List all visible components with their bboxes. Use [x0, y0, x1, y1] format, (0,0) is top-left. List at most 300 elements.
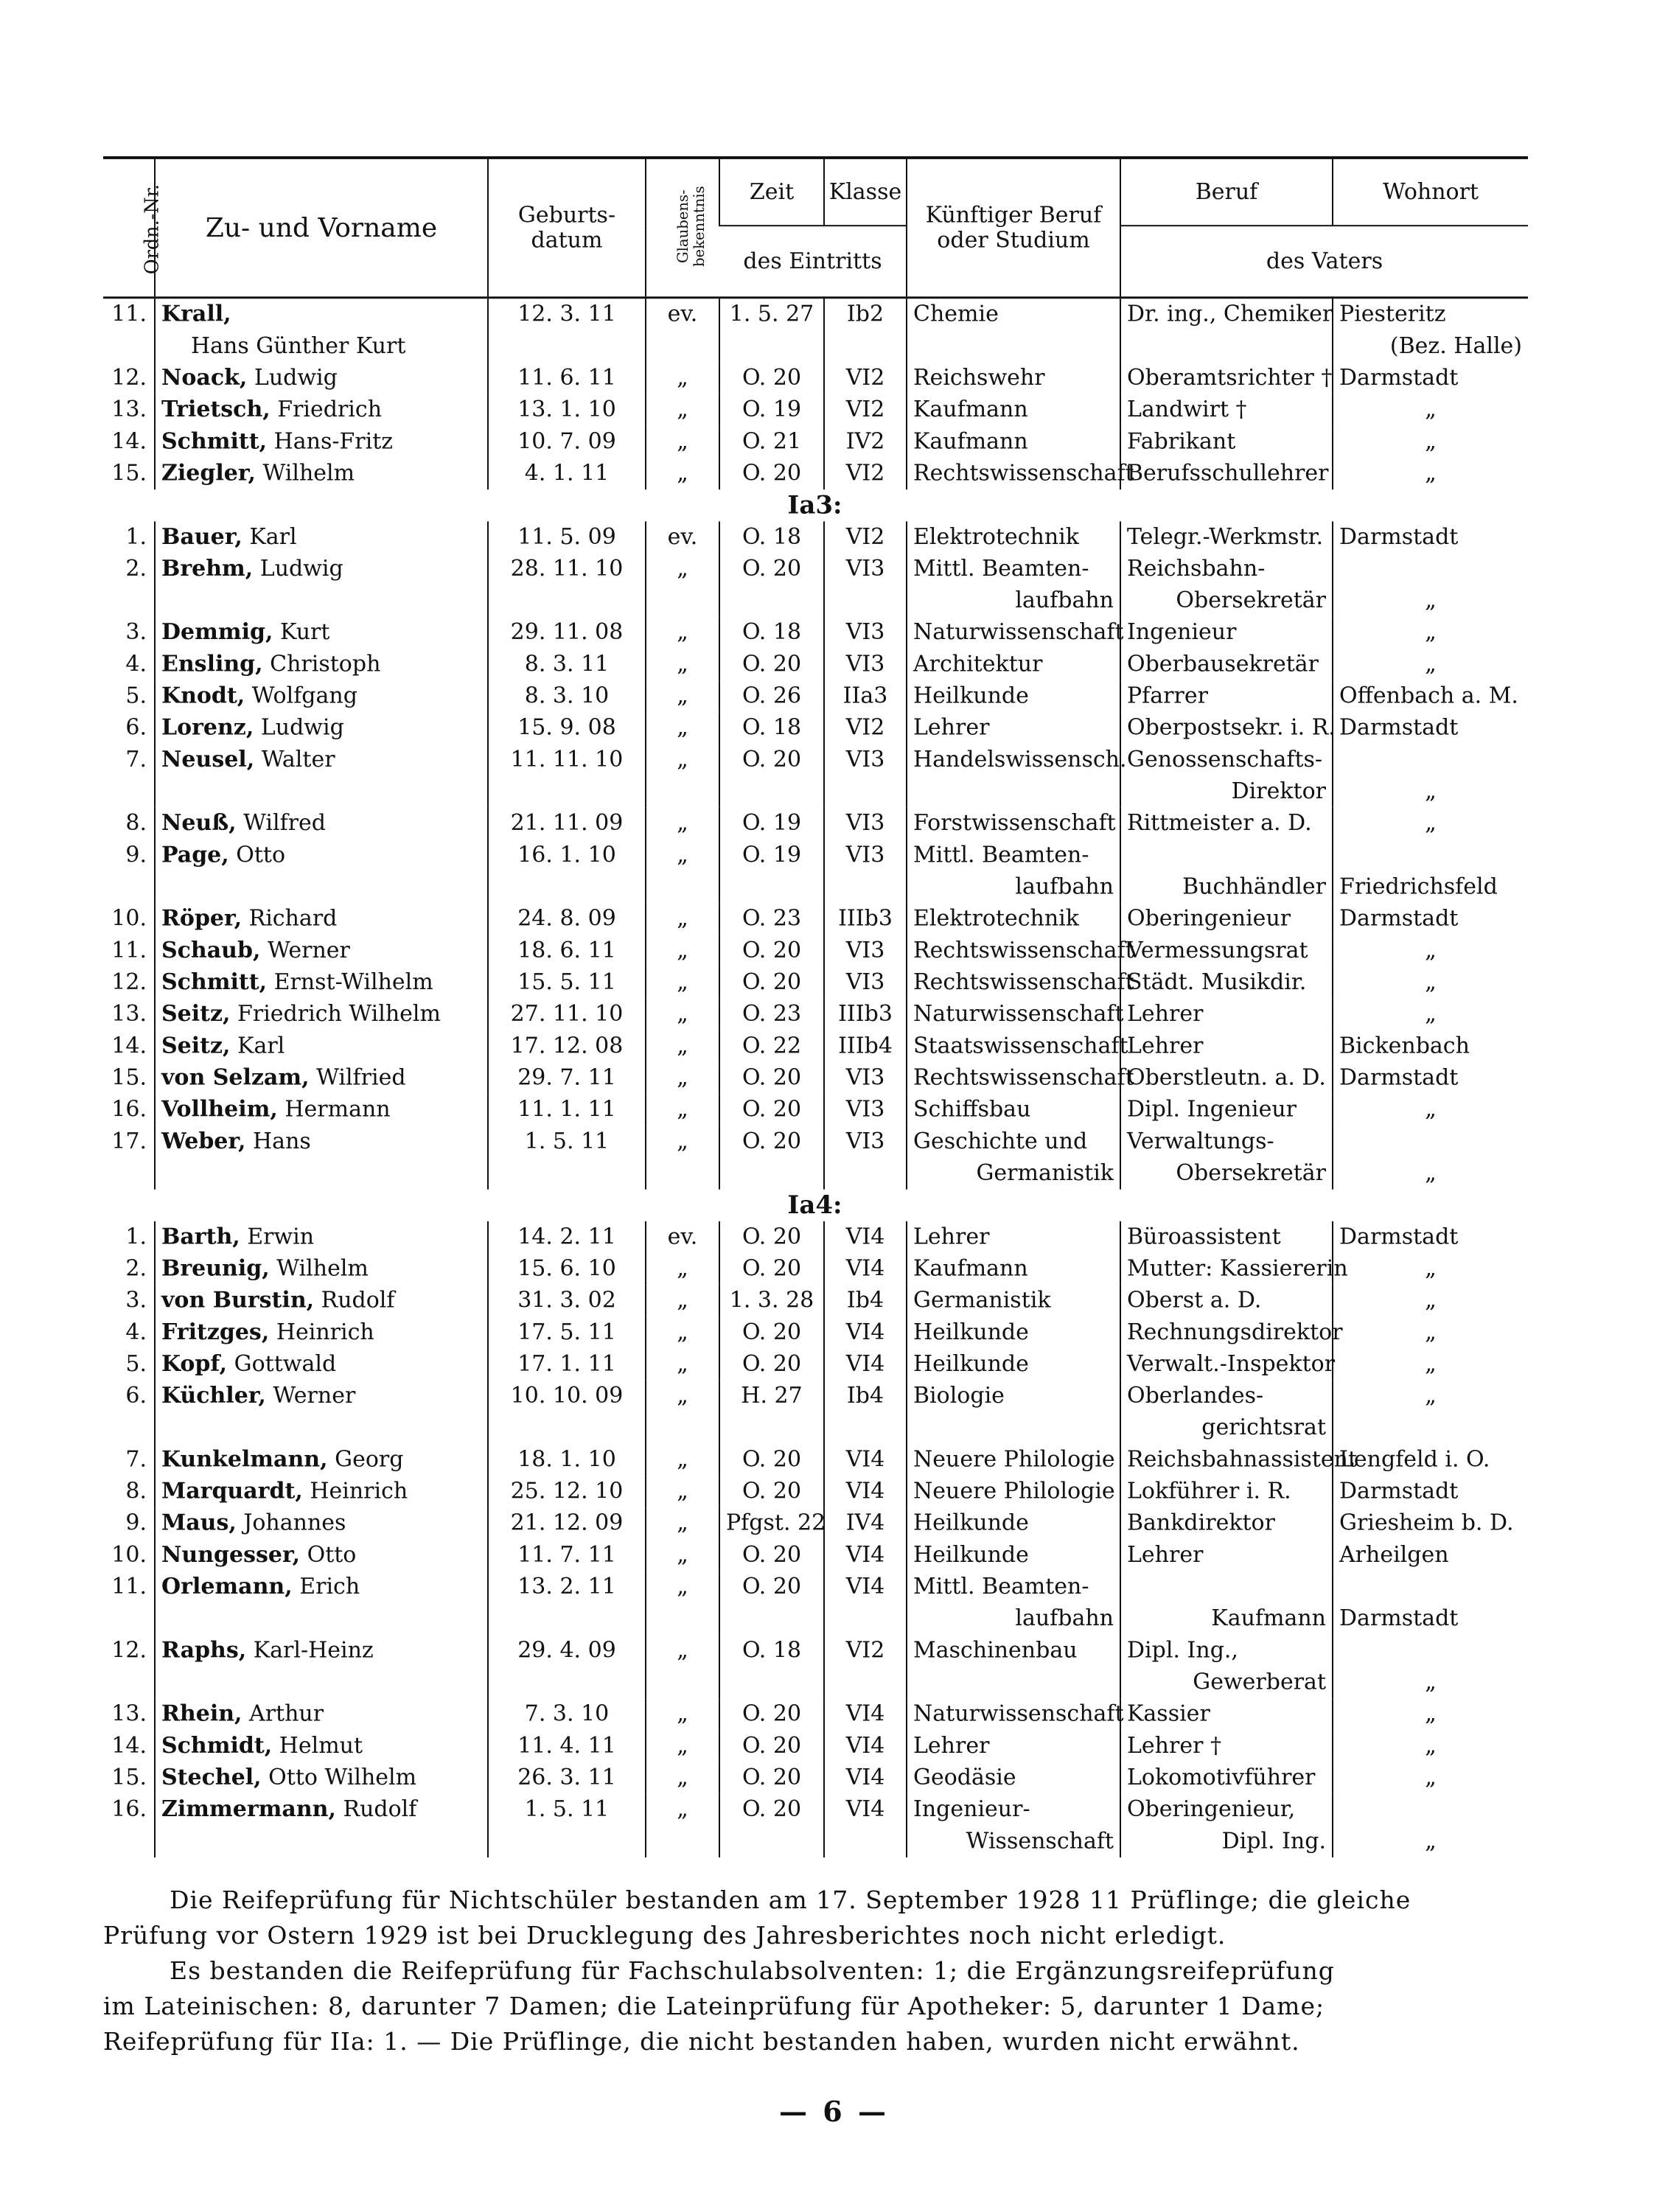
- entry-class-text: IV4: [845, 1510, 885, 1536]
- surname: Stechel,: [161, 1765, 262, 1790]
- paragraph-pruefungen-line1: Es bestanden die Reifeprüfung für Fachschulabsolventen: 1; die Ergänzungsreifeprüfung: [170, 1956, 1335, 1985]
- table-row: [103, 649, 1528, 680]
- birthdate: [488, 617, 646, 649]
- confession-text: „: [677, 1128, 688, 1154]
- entry-class-text: VI4: [845, 1701, 885, 1727]
- entry-class-text: Ib4: [846, 1288, 884, 1313]
- entry-time-text: O. 26: [741, 683, 802, 709]
- father-profession: [1120, 298, 1333, 363]
- confession-text: „: [677, 1064, 688, 1091]
- confession: [646, 1285, 719, 1316]
- confession: [646, 521, 719, 553]
- section-ia3: [103, 489, 1528, 521]
- student-name: [155, 999, 488, 1030]
- entry-class: [824, 1349, 907, 1381]
- header-eintritt: des Eintritts: [719, 226, 907, 298]
- confession-text: „: [677, 1796, 688, 1822]
- father-profession: [1120, 1507, 1333, 1539]
- future-profession-text: Elektrotechnik: [913, 524, 1079, 550]
- entry-class-text: VI2: [845, 524, 885, 550]
- entry-class-text: VI3: [845, 1064, 885, 1091]
- entry-class-text: IIa3: [842, 683, 888, 709]
- table-row: [103, 1285, 1528, 1316]
- row-number-text: 15.: [111, 1765, 147, 1790]
- confession: [646, 1316, 719, 1348]
- row-number: [103, 1062, 155, 1094]
- birthdate: [488, 1126, 646, 1189]
- surname: von Selzam,: [161, 1064, 310, 1091]
- student-name: [155, 1698, 488, 1730]
- student-name: [155, 1062, 488, 1094]
- father-profession-text: Oberbausekretär: [1127, 651, 1319, 677]
- entry-time: [719, 298, 824, 363]
- given-name: Ludwig: [260, 715, 344, 741]
- entry-time: [719, 1794, 824, 1857]
- given-name: Hans-Fritz: [273, 428, 394, 455]
- father-residence: [1333, 680, 1528, 712]
- row-number-text: 13.: [111, 397, 147, 422]
- father-residence-text: „: [1425, 651, 1437, 677]
- father-profession-text: Kaufmann: [1211, 1605, 1326, 1632]
- surname: Page,: [161, 842, 229, 868]
- entry-time-text: O. 18: [741, 1637, 802, 1664]
- given-name: Johannes: [243, 1510, 346, 1536]
- row-number: [103, 712, 155, 744]
- entry-class-text: Ib2: [846, 301, 884, 327]
- entry-class-text: IIIb3: [838, 906, 893, 932]
- future-profession: [907, 1444, 1120, 1476]
- entry-class-text: IIIb4: [838, 1033, 893, 1059]
- birthdate-text: 11. 4. 11: [517, 1733, 616, 1759]
- confession-text: „: [677, 810, 688, 837]
- father-residence-text: „: [1425, 1765, 1437, 1790]
- father-residence: [1333, 808, 1528, 840]
- student-name: [155, 1221, 488, 1253]
- student-name: [155, 1349, 488, 1381]
- father-residence-text: „: [1425, 397, 1437, 422]
- entry-class-text: VI3: [845, 1128, 885, 1154]
- row-number: [103, 1349, 155, 1381]
- future-profession: [907, 426, 1120, 458]
- father-profession-text: Oberamtsrichter †: [1127, 365, 1333, 391]
- father-profession: [1120, 967, 1333, 999]
- father-profession-text: Oberst a. D.: [1127, 1288, 1262, 1313]
- row-number: [103, 1635, 155, 1698]
- entry-class: [824, 1698, 907, 1730]
- future-profession-text: laufbahn: [1015, 1605, 1114, 1632]
- student-name: [155, 1476, 488, 1507]
- entry-time: [719, 1030, 824, 1062]
- student-name: [155, 967, 488, 999]
- surname: Schaub,: [161, 938, 261, 963]
- confession: [646, 1539, 719, 1571]
- confession: [646, 1794, 719, 1857]
- birthdate: [488, 680, 646, 712]
- surname: Trietsch,: [161, 397, 271, 422]
- entry-class-text: VI3: [845, 619, 885, 646]
- father-profession-text: Lehrer: [1127, 1001, 1204, 1028]
- future-profession: [907, 935, 1134, 966]
- birthdate-text: 15. 6. 10: [517, 1255, 616, 1282]
- birthdate-text: 4. 1. 11: [524, 460, 610, 486]
- father-residence: [1333, 1730, 1528, 1762]
- birthdate-text: 17. 12. 08: [510, 1033, 624, 1059]
- row-number: [103, 1476, 155, 1507]
- entry-class: [824, 649, 907, 680]
- student-name: [155, 1030, 488, 1062]
- entry-class-text: IV2: [845, 428, 885, 455]
- entry-class: [824, 1571, 907, 1635]
- birthdate: [488, 1094, 646, 1126]
- entry-time-text: H. 27: [741, 1383, 803, 1409]
- surname: Demmig,: [161, 619, 273, 646]
- given-name: Wilfried: [316, 1064, 406, 1091]
- future-profession-text: Lehrer: [913, 1224, 990, 1250]
- father-profession-text: Lehrer †: [1127, 1733, 1221, 1759]
- entry-time: [719, 1698, 824, 1730]
- father-profession: [1120, 935, 1333, 966]
- birthdate-text: 15. 9. 08: [517, 715, 616, 741]
- entry-time: [719, 1381, 824, 1444]
- given-name: Christoph: [270, 651, 381, 677]
- row-number: [103, 394, 155, 426]
- student-name: [155, 744, 488, 807]
- father-profession-text: Oberstleutn. a. D.: [1127, 1064, 1326, 1091]
- father-residence: [1333, 394, 1528, 426]
- birthdate-text: 29. 11. 08: [510, 619, 624, 646]
- surname: Seitz,: [161, 1033, 231, 1059]
- future-profession-text: Chemie: [913, 301, 999, 327]
- surname: Knodt,: [161, 683, 245, 709]
- given-name: Hans: [253, 1128, 311, 1154]
- father-residence-text: Darmstadt: [1339, 715, 1459, 741]
- confession: [646, 617, 719, 649]
- father-profession-text: Ingenieur: [1127, 619, 1237, 646]
- row-number-text: 1.: [125, 524, 147, 550]
- surname: Bauer,: [161, 524, 242, 550]
- birthdate: [488, 1285, 646, 1316]
- birthdate-text: 15. 5. 11: [517, 969, 616, 995]
- entry-class: [824, 1094, 907, 1126]
- row-number-text: 4.: [125, 651, 147, 677]
- father-profession-text: Landwirt †: [1127, 397, 1247, 422]
- row-number-text: 2.: [125, 1255, 147, 1282]
- table-row: [103, 554, 1528, 617]
- father-profession-text: gerichtsrat: [1201, 1414, 1326, 1441]
- birthdate-text: 7. 3. 10: [524, 1701, 610, 1727]
- entry-class: [824, 1762, 907, 1794]
- future-profession: [907, 903, 1120, 935]
- entry-class: [824, 363, 907, 394]
- father-residence-text: Darmstadt: [1339, 524, 1459, 550]
- table-row: [103, 1316, 1528, 1348]
- confession-text: „: [677, 969, 688, 995]
- father-residence-text: „: [1425, 619, 1437, 646]
- birthdate: [488, 1507, 646, 1539]
- future-profession: [907, 649, 1120, 680]
- student-name: [155, 840, 488, 903]
- father-residence: [1333, 521, 1528, 553]
- father-profession-text: Oberingenieur: [1127, 906, 1291, 932]
- father-profession-text: Obersekretär: [1176, 587, 1326, 613]
- father-profession-text: Oberpostsekr. i. R.: [1127, 715, 1336, 741]
- father-profession: [1120, 1444, 1358, 1476]
- entry-time: [719, 1062, 824, 1094]
- birthdate: [488, 554, 646, 617]
- birthdate-text: 24. 8. 09: [517, 906, 616, 932]
- father-residence-text: Darmstadt: [1339, 1605, 1459, 1632]
- row-number: [103, 1507, 155, 1539]
- future-profession: [907, 712, 1120, 744]
- future-profession-text: Kaufmann: [913, 1255, 1028, 1282]
- student-name: [155, 1126, 488, 1189]
- father-residence-text: „: [1425, 1160, 1437, 1186]
- row-number-text: 16.: [111, 1796, 147, 1822]
- entry-class: [824, 521, 907, 553]
- father-residence: [1333, 1476, 1528, 1507]
- future-profession-text: Heilkunde: [913, 1510, 1029, 1536]
- confession: [646, 935, 719, 966]
- future-profession-text: Architektur: [913, 651, 1043, 677]
- entry-class: [824, 1316, 907, 1348]
- entry-time-text: O. 20: [741, 1542, 802, 1568]
- confession-text: ev.: [667, 1224, 698, 1250]
- surname: Röper,: [161, 906, 242, 932]
- table-row: [103, 1698, 1528, 1730]
- entry-class-text: VI4: [845, 1574, 885, 1599]
- row-number: [103, 903, 155, 935]
- section-ia3-label: Ia3:: [787, 491, 842, 520]
- entry-class: [824, 458, 907, 489]
- confession: [646, 394, 719, 426]
- given-name: Karl: [249, 524, 297, 550]
- student-name: [155, 363, 488, 394]
- table-row: [103, 458, 1528, 489]
- father-profession-text: Rechnungsdirektor: [1127, 1319, 1343, 1345]
- future-profession-text: Lehrer: [913, 715, 990, 741]
- entry-class: [824, 935, 907, 966]
- student-name: [155, 1539, 488, 1571]
- future-profession: [907, 1316, 1120, 1348]
- future-profession-text: Lehrer: [913, 1733, 990, 1759]
- entry-time: [719, 521, 824, 553]
- future-profession: [907, 1762, 1120, 1794]
- row-number-text: 16.: [111, 1097, 147, 1123]
- entry-class: [824, 394, 907, 426]
- confession-text: „: [677, 906, 688, 932]
- row-number: [103, 426, 155, 458]
- father-profession: [1120, 1030, 1333, 1062]
- father-profession: [1120, 1794, 1333, 1857]
- father-residence-text: (Bez. Halle): [1389, 333, 1522, 359]
- future-profession: [907, 617, 1124, 649]
- entry-time: [719, 1094, 824, 1126]
- page-number: — 6 —: [779, 2095, 889, 2128]
- future-profession: [907, 1381, 1120, 1444]
- father-residence-text: Bickenbach: [1339, 1033, 1470, 1059]
- future-profession: [907, 363, 1120, 394]
- header-confession: Glaubens- bekenntnis: [646, 158, 719, 298]
- father-residence-text: Griesheim b. D.: [1339, 1510, 1514, 1536]
- entry-time: [719, 1126, 824, 1189]
- row-number-text: 15.: [111, 1064, 147, 1091]
- confession-text: „: [677, 1446, 688, 1473]
- entry-time-text: O. 20: [741, 1796, 802, 1822]
- future-profession: [907, 680, 1120, 712]
- father-residence-text: „: [1425, 969, 1437, 995]
- confession-text: „: [677, 1542, 688, 1568]
- father-profession: [1120, 903, 1333, 935]
- row-number: [103, 298, 155, 363]
- father-profession-text: Gewerberat: [1193, 1670, 1326, 1695]
- birthdate-text: 1. 5. 11: [524, 1796, 610, 1822]
- confession: [646, 712, 719, 744]
- birthdate: [488, 903, 646, 935]
- confession: [646, 1253, 719, 1285]
- birthdate-text: 25. 12. 10: [510, 1479, 624, 1504]
- entry-class-text: VI3: [845, 938, 885, 963]
- father-residence: [1333, 744, 1528, 807]
- surname: Noack,: [161, 365, 248, 391]
- table-row: [103, 1507, 1528, 1539]
- entry-class-text: VI3: [845, 842, 885, 868]
- table-row: [103, 967, 1528, 999]
- birthdate: [488, 1539, 646, 1571]
- father-residence-text: „: [1425, 587, 1437, 613]
- father-profession: [1120, 712, 1336, 744]
- row-number-text: 14.: [111, 1733, 147, 1759]
- future-profession: [907, 1794, 1120, 1857]
- given-name: Wilhelm: [262, 460, 355, 486]
- surname: Schmitt,: [161, 969, 268, 995]
- entry-time-text: O. 20: [741, 1733, 802, 1759]
- father-residence-text: „: [1425, 938, 1437, 963]
- entry-class: [824, 1507, 907, 1539]
- given-name: Kurt: [279, 619, 330, 646]
- birthdate: [488, 744, 646, 807]
- confession-text: „: [677, 1701, 688, 1727]
- future-profession: [907, 554, 1120, 617]
- future-profession-text: Heilkunde: [913, 1542, 1029, 1568]
- table-row: [103, 394, 1528, 426]
- birthdate-text: 16. 1. 10: [517, 842, 616, 868]
- future-profession: [907, 1476, 1120, 1507]
- future-profession-text: Kaufmann: [913, 428, 1028, 455]
- header-vaters: des Vaters: [1120, 226, 1528, 298]
- father-residence: [1333, 1507, 1528, 1539]
- student-name: [155, 298, 488, 363]
- entry-time: [719, 680, 824, 712]
- surname: Neusel,: [161, 747, 255, 772]
- father-residence: [1333, 967, 1528, 999]
- entry-time-text: O. 20: [741, 1574, 802, 1599]
- birthdate: [488, 1444, 646, 1476]
- surname: Schmidt,: [161, 1733, 273, 1759]
- entry-class: [824, 1030, 907, 1062]
- confession-text: „: [677, 1255, 688, 1282]
- entry-class: [824, 1794, 907, 1857]
- table-row: [103, 521, 1528, 553]
- father-residence-text: „: [1425, 428, 1437, 455]
- entry-time: [719, 1571, 824, 1635]
- section-ia4: [103, 1190, 1528, 1221]
- table-row: [103, 680, 1528, 712]
- given-name: Wilhelm: [276, 1255, 369, 1282]
- surname: Marquardt,: [161, 1479, 303, 1504]
- father-residence: [1333, 1349, 1528, 1381]
- table-row: [103, 1030, 1528, 1062]
- confession-text: „: [677, 1319, 688, 1345]
- father-residence-text: Lengfeld i. O.: [1339, 1446, 1490, 1473]
- entry-time-text: O. 23: [741, 906, 802, 932]
- student-name: [155, 1762, 488, 1794]
- row-number-text: 13.: [111, 1001, 147, 1028]
- future-profession: [907, 840, 1120, 903]
- birthdate-text: 17. 5. 11: [517, 1319, 616, 1345]
- surname: Schmitt,: [161, 428, 268, 455]
- birthdate-text: 26. 3. 11: [517, 1765, 616, 1790]
- row-number: [103, 935, 155, 966]
- row-number-text: 12.: [111, 969, 147, 995]
- father-residence-text: Darmstadt: [1339, 1479, 1459, 1504]
- student-name: [155, 1507, 488, 1539]
- birthdate: [488, 1762, 646, 1794]
- entry-class: [824, 1221, 907, 1253]
- father-profession-text: Lehrer: [1127, 1033, 1204, 1059]
- entry-class-text: VI2: [845, 1637, 885, 1664]
- paragraph-pruefungen-line2: im Lateinischen: 8, darunter 7 Damen; die Lateinprüfung für Apotheker: 5, darunter 1 Dame;: [103, 1992, 1325, 2020]
- birthdate: [488, 808, 646, 840]
- confession-text: „: [677, 619, 688, 646]
- entry-class-text: VI3: [845, 556, 885, 582]
- father-residence-text: Darmstadt: [1339, 1064, 1459, 1091]
- birthdate-text: 21. 12. 09: [510, 1510, 624, 1536]
- birthdate-text: 14. 2. 11: [517, 1224, 616, 1250]
- entry-class-text: VI3: [845, 1097, 885, 1123]
- entry-time: [719, 1635, 824, 1698]
- confession: [646, 808, 719, 840]
- given-name: Georg: [335, 1446, 404, 1473]
- entry-time-text: O. 20: [741, 1319, 802, 1345]
- row-number: [103, 1539, 155, 1571]
- birthdate-text: 1. 5. 11: [524, 1128, 610, 1154]
- confession: [646, 1730, 719, 1762]
- surname: Brehm,: [161, 556, 254, 582]
- confession: [646, 1635, 719, 1698]
- confession: [646, 458, 719, 489]
- confession: [646, 1381, 719, 1444]
- father-profession-text: Dipl. Ing.,: [1127, 1637, 1238, 1664]
- entry-class: [824, 903, 907, 935]
- future-profession: [907, 1062, 1134, 1094]
- father-residence: [1333, 1062, 1528, 1094]
- entry-class-text: VI3: [845, 747, 885, 772]
- future-profession-text: Rechtswissenschaft: [913, 1064, 1134, 1091]
- surname: Ziegler,: [161, 460, 256, 486]
- entry-time: [719, 712, 824, 744]
- table-row: [103, 617, 1528, 649]
- student-name: [155, 1444, 488, 1476]
- row-number-text: 14.: [111, 1033, 147, 1059]
- entry-time: [719, 1349, 824, 1381]
- confession: [646, 1444, 719, 1476]
- table-row: [103, 1381, 1528, 1444]
- entry-class: [824, 554, 907, 617]
- birthdate-text: 11. 5. 09: [517, 524, 616, 550]
- confession: [646, 1126, 719, 1189]
- future-profession-text: Mittl. Beamten-: [913, 842, 1089, 868]
- given-name: Erich: [299, 1574, 360, 1599]
